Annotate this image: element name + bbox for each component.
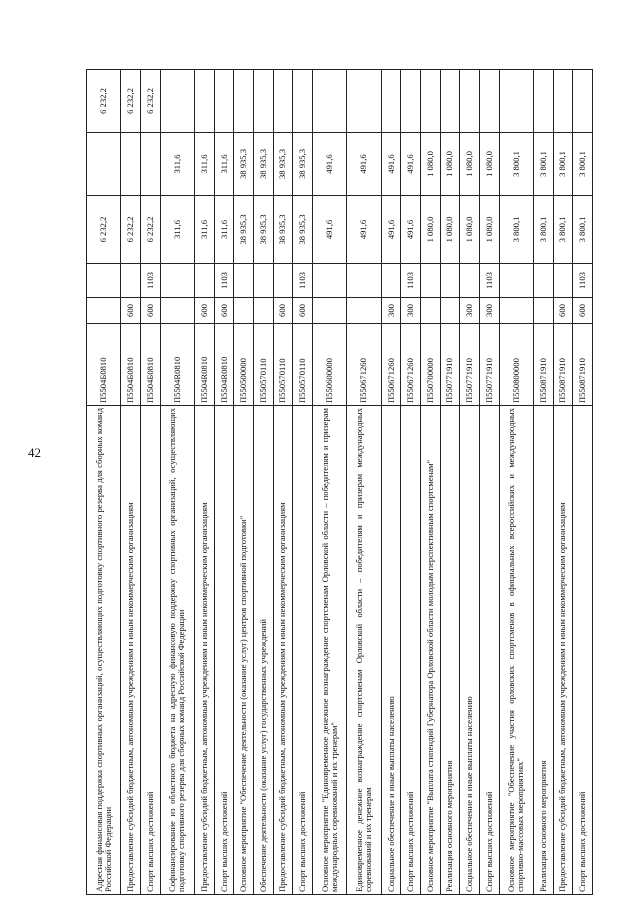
row-amount-regional-cell: 311,6 <box>214 133 234 196</box>
row-section-cell <box>234 264 254 298</box>
row-amount-total-cell: 3 800,1 <box>533 196 553 264</box>
row-code-cell: П5504R0810 <box>214 324 234 406</box>
row-code-cell: П550800000 <box>499 324 533 406</box>
row-amount-federal-cell <box>160 70 194 133</box>
row-amount-regional-cell: 491,6 <box>312 133 346 196</box>
row-amount-federal-cell <box>273 70 293 133</box>
row-section-cell <box>312 264 346 298</box>
row-name-cell: Реализация основного мероприятия <box>533 406 553 895</box>
row-amount-regional-cell: 3 800,1 <box>573 133 593 196</box>
row-section-cell: 1103 <box>401 264 421 298</box>
row-section-cell <box>87 264 121 298</box>
row-amount-federal-cell <box>553 70 573 133</box>
row-section-cell <box>121 264 141 298</box>
row-amount-regional-cell <box>121 133 141 196</box>
row-name-cell: Спорт высших достижений <box>293 406 313 895</box>
row-amount-regional-cell: 1 080,0 <box>460 133 480 196</box>
budget-table-rotated <box>86 70 593 895</box>
row-name-cell: Предоставление субсидий бюджетным, автономным учреждениям и иным некоммерческим организациям <box>553 406 573 895</box>
row-section-cell <box>420 264 440 298</box>
table-row <box>253 70 273 895</box>
row-code-cell: П550771910 <box>440 324 460 406</box>
row-amount-federal-cell <box>479 70 499 133</box>
row-name-cell: Предоставление субсидий бюджетным, автономным учреждениям и иным некоммерческим организациям <box>195 406 215 895</box>
row-code-cell: П550700000 <box>420 324 440 406</box>
row-expense-type-cell: 600 <box>121 298 141 324</box>
row-amount-total-cell: 38 935,3 <box>234 196 254 264</box>
row-section-cell: 1103 <box>141 264 161 298</box>
row-name-cell: Спорт высших достижений <box>479 406 499 895</box>
row-code-cell: П5504Б0810 <box>121 324 141 406</box>
row-amount-federal-cell <box>195 70 215 133</box>
row-name-cell: Основное мероприятие "Обеспечение участия орловских спортсменов в официальных всероссийских и международных спортивно-массовых мероприятиях" <box>499 406 533 895</box>
row-name-cell: Спорт высших достижений <box>141 406 161 895</box>
row-amount-federal-cell <box>234 70 254 133</box>
row-amount-federal-cell <box>381 70 401 133</box>
row-name-cell: Социальное обеспечение и иные выплаты населению <box>460 406 480 895</box>
row-section-cell <box>533 264 553 298</box>
table-row <box>460 70 480 895</box>
row-section-cell: 1103 <box>293 264 313 298</box>
row-amount-regional-cell: 38 935,3 <box>293 133 313 196</box>
row-amount-regional-cell: 311,6 <box>195 133 215 196</box>
row-expense-type-cell: 300 <box>381 298 401 324</box>
row-amount-regional-cell <box>87 133 121 196</box>
row-expense-type-cell: 600 <box>293 298 313 324</box>
row-name-cell: Основное мероприятие "Выплата стипендий Губернатора Орловской области молодым перспективным спортсменам" <box>420 406 440 895</box>
row-amount-regional-cell: 3 800,1 <box>533 133 553 196</box>
row-code-cell: П5504R0810 <box>195 324 215 406</box>
row-amount-federal-cell <box>460 70 480 133</box>
table-row <box>293 70 313 895</box>
row-name-cell: Основное мероприятие "Обеспечение деятельности (оказание услуг) центров спортивной подготовки" <box>234 406 254 895</box>
row-amount-regional-cell <box>141 133 161 196</box>
table-row <box>381 70 401 895</box>
row-amount-federal-cell <box>420 70 440 133</box>
row-amount-federal-cell: 6 232,2 <box>121 70 141 133</box>
table-row <box>499 70 533 895</box>
row-code-cell: П550771910 <box>460 324 480 406</box>
row-expense-type-cell: 600 <box>214 298 234 324</box>
table-row <box>214 70 234 895</box>
row-expense-type-cell <box>312 298 346 324</box>
row-section-cell <box>499 264 533 298</box>
row-amount-total-cell: 491,6 <box>381 196 401 264</box>
row-expense-type-cell: 300 <box>479 298 499 324</box>
row-code-cell: П5504Б0810 <box>141 324 161 406</box>
row-section-cell: 1103 <box>573 264 593 298</box>
row-amount-federal-cell <box>440 70 460 133</box>
row-amount-regional-cell: 38 935,3 <box>273 133 293 196</box>
page-number: 42 <box>28 445 41 460</box>
row-expense-type-cell <box>533 298 553 324</box>
row-name-cell: Предоставление субсидий бюджетным, автономным учреждениям и иным некоммерческим организациям <box>121 406 141 895</box>
row-code-cell: П550871910 <box>533 324 553 406</box>
row-code-cell: П5504R0810 <box>160 324 194 406</box>
row-section-cell <box>460 264 480 298</box>
row-code-cell: П550570110 <box>273 324 293 406</box>
row-amount-total-cell: 1 080,0 <box>460 196 480 264</box>
row-section-cell <box>440 264 460 298</box>
row-section-cell: 1103 <box>214 264 234 298</box>
row-amount-regional-cell: 38 935,3 <box>253 133 273 196</box>
table-row <box>160 70 194 895</box>
row-amount-regional-cell: 3 800,1 <box>553 133 573 196</box>
row-section-cell <box>381 264 401 298</box>
table-row <box>347 70 381 895</box>
table-row <box>401 70 421 895</box>
row-expense-type-cell: 300 <box>401 298 421 324</box>
row-name-cell: Спорт высших достижений <box>401 406 421 895</box>
row-code-cell: П550771910 <box>479 324 499 406</box>
row-amount-total-cell: 491,6 <box>347 196 381 264</box>
table-row <box>234 70 254 895</box>
row-name-cell: Основное мероприятие "Единовременное денежное вознаграждение спортсменам Орловской области – победителям и призерам международных соревнований и их тренерам" <box>312 406 346 895</box>
row-amount-federal-cell <box>533 70 553 133</box>
row-name-cell: Реализация основного мероприятия <box>440 406 460 895</box>
row-amount-total-cell: 6 232,2 <box>121 196 141 264</box>
row-amount-total-cell: 38 935,3 <box>253 196 273 264</box>
row-amount-regional-cell: 491,6 <box>401 133 421 196</box>
row-amount-federal-cell <box>347 70 381 133</box>
row-amount-federal-cell <box>293 70 313 133</box>
row-amount-federal-cell <box>573 70 593 133</box>
row-expense-type-cell <box>160 298 194 324</box>
row-amount-federal-cell: 6 232,2 <box>141 70 161 133</box>
row-section-cell <box>253 264 273 298</box>
row-amount-total-cell: 38 935,3 <box>273 196 293 264</box>
row-name-cell: Обеспечение деятельности (оказание услуг) государственных учреждений <box>253 406 273 895</box>
row-section-cell <box>553 264 573 298</box>
row-amount-regional-cell: 311,6 <box>160 133 194 196</box>
row-amount-regional-cell: 1 080,0 <box>479 133 499 196</box>
row-name-cell: Спорт высших достижений <box>214 406 234 895</box>
table-row <box>420 70 440 895</box>
row-code-cell: П550671260 <box>347 324 381 406</box>
row-expense-type-cell: 600 <box>273 298 293 324</box>
row-expense-type-cell <box>347 298 381 324</box>
budget-table <box>86 69 593 895</box>
table-row <box>533 70 553 895</box>
row-amount-total-cell: 3 800,1 <box>573 196 593 264</box>
row-amount-total-cell: 491,6 <box>312 196 346 264</box>
row-section-cell: 1103 <box>479 264 499 298</box>
row-code-cell: П550871910 <box>553 324 573 406</box>
row-name-cell: Софинансирование из областного бюджета на адресную финансовую поддержку спортивных организаций, осуществляющих подготовку спортивного резерва для сборных команд Российской Федерации <box>160 406 194 895</box>
row-amount-total-cell: 3 800,1 <box>553 196 573 264</box>
row-amount-total-cell: 3 800,1 <box>499 196 533 264</box>
row-name-cell: Единовременное денежное вознаграждение спортсменам Орловской области – победителям и призерам международных соревнований и их тренерам <box>347 406 381 895</box>
row-code-cell: П550871910 <box>573 324 593 406</box>
row-amount-total-cell: 1 080,0 <box>479 196 499 264</box>
table-row <box>273 70 293 895</box>
row-expense-type-cell: 600 <box>553 298 573 324</box>
row-expense-type-cell <box>234 298 254 324</box>
row-section-cell <box>160 264 194 298</box>
row-expense-type-cell <box>87 298 121 324</box>
row-expense-type-cell: 600 <box>195 298 215 324</box>
row-amount-regional-cell: 3 800,1 <box>499 133 533 196</box>
table-row <box>195 70 215 895</box>
row-amount-total-cell: 38 935,3 <box>293 196 313 264</box>
row-amount-total-cell: 1 080,0 <box>420 196 440 264</box>
row-code-cell: П550671260 <box>401 324 421 406</box>
row-amount-total-cell: 6 232,2 <box>141 196 161 264</box>
row-amount-regional-cell: 1 080,0 <box>420 133 440 196</box>
row-amount-regional-cell: 491,6 <box>381 133 401 196</box>
row-amount-federal-cell <box>312 70 346 133</box>
row-section-cell <box>273 264 293 298</box>
row-amount-total-cell: 491,6 <box>401 196 421 264</box>
row-amount-federal-cell <box>214 70 234 133</box>
row-name-cell: Социальное обеспечение и иные выплаты населению <box>381 406 401 895</box>
row-code-cell: П550500000 <box>234 324 254 406</box>
row-amount-federal-cell: 6 232,2 <box>87 70 121 133</box>
row-section-cell <box>347 264 381 298</box>
row-code-cell: П550570110 <box>293 324 313 406</box>
row-code-cell: П550671260 <box>381 324 401 406</box>
row-expense-type-cell <box>253 298 273 324</box>
row-section-cell <box>195 264 215 298</box>
row-amount-regional-cell: 1 080,0 <box>440 133 460 196</box>
table-row <box>312 70 346 895</box>
table-row <box>573 70 593 895</box>
table-row <box>553 70 573 895</box>
row-amount-total-cell: 311,6 <box>195 196 215 264</box>
row-amount-regional-cell: 491,6 <box>347 133 381 196</box>
row-expense-type-cell <box>440 298 460 324</box>
row-amount-federal-cell <box>499 70 533 133</box>
row-code-cell: П550570110 <box>253 324 273 406</box>
row-expense-type-cell: 600 <box>141 298 161 324</box>
row-amount-regional-cell: 38 935,3 <box>234 133 254 196</box>
row-amount-total-cell: 1 080,0 <box>440 196 460 264</box>
table-row <box>479 70 499 895</box>
row-expense-type-cell <box>499 298 533 324</box>
table-row <box>141 70 161 895</box>
table-row <box>440 70 460 895</box>
row-name-cell: Спорт высших достижений <box>573 406 593 895</box>
row-code-cell: П5504Б0810 <box>87 324 121 406</box>
row-expense-type-cell: 300 <box>460 298 480 324</box>
row-name-cell: Адресная финансовая поддержка спортивных организаций, осуществляющих подготовку спортивного резерва для сборных команд Российской Федерации <box>87 406 121 895</box>
row-amount-total-cell: 311,6 <box>160 196 194 264</box>
row-name-cell: Предоставление субсидий бюджетным, автономным учреждениям и иным некоммерческим организациям <box>273 406 293 895</box>
row-amount-total-cell: 6 232,2 <box>87 196 121 264</box>
row-amount-federal-cell <box>253 70 273 133</box>
row-amount-total-cell: 311,6 <box>214 196 234 264</box>
table-row <box>87 70 121 895</box>
table-row <box>121 70 141 895</box>
row-amount-federal-cell <box>401 70 421 133</box>
row-expense-type-cell <box>420 298 440 324</box>
row-code-cell: П550600000 <box>312 324 346 406</box>
row-expense-type-cell: 600 <box>573 298 593 324</box>
